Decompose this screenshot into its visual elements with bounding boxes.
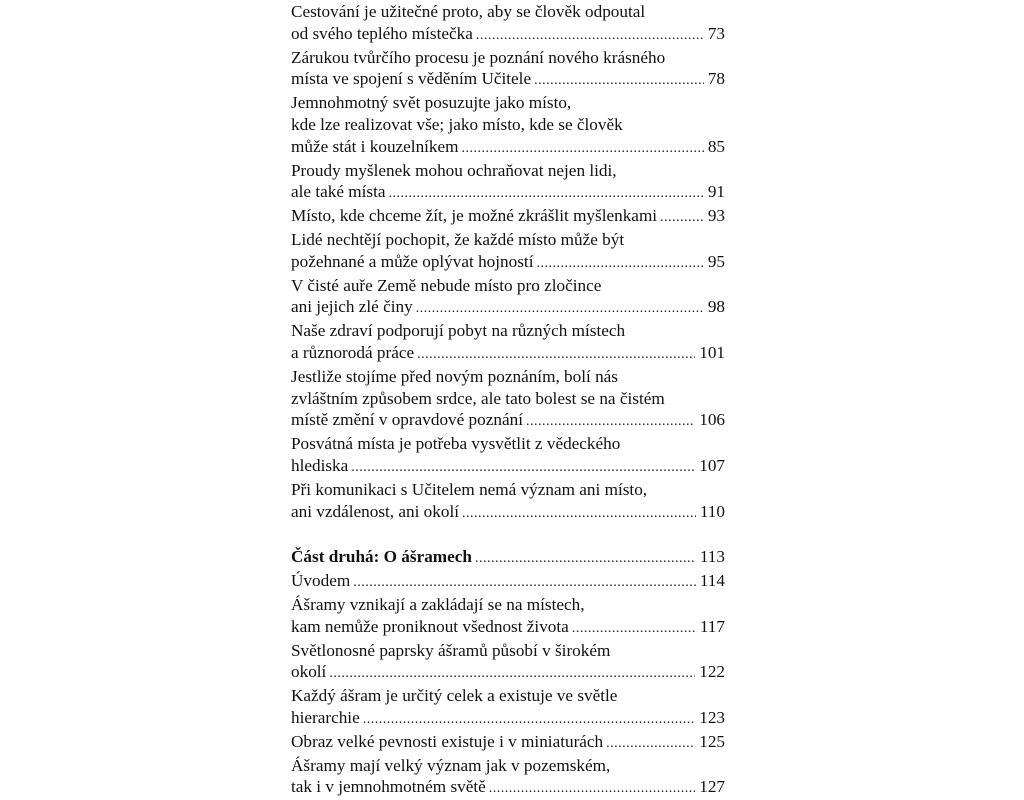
toc-entry-line: Ášramy vznikají a zakládají se na místech, <box>291 594 725 616</box>
toc-entry-line: Ášramy mají velký význam jak v pozemském, <box>291 755 725 777</box>
page-number: 101 <box>699 342 725 364</box>
page-number: 113 <box>700 546 725 568</box>
toc-entry <box>291 320 725 366</box>
dot-leader <box>462 503 696 525</box>
toc-entry-line: okolí <box>291 661 326 683</box>
toc-entry-line: Úvodem <box>291 570 350 592</box>
toc-entry-line: ani vzdálenost, ani okolí <box>291 501 459 523</box>
toc-entry-line: hierarchie <box>291 707 360 729</box>
toc-entry-line: tak i v jemnohmotném světě <box>291 776 486 798</box>
page-number: 117 <box>700 616 725 638</box>
toc-entry-line: Obraz velké pevnosti existuje i v miniaturách <box>291 731 603 753</box>
toc-entry <box>291 92 725 159</box>
page-number: 114 <box>700 570 725 592</box>
toc-entry <box>291 685 725 731</box>
toc-entry <box>291 275 725 321</box>
toc-entry <box>291 594 725 640</box>
dot-leader <box>389 183 704 205</box>
page-number: 123 <box>699 707 725 729</box>
dot-leader <box>606 733 695 755</box>
dot-leader <box>660 207 704 229</box>
dot-leader <box>353 572 696 594</box>
table-of-contents <box>291 1 725 800</box>
toc-entry-line: a různorodá práce <box>291 342 414 364</box>
toc-entry-line: Světlonosné paprsky ášramů působí v širokém <box>291 640 725 662</box>
toc-entry-line: místa ve spojení s věděním Učitele <box>291 68 531 90</box>
dot-leader <box>526 411 695 433</box>
toc-entry <box>291 570 725 594</box>
toc-entry-line: místě změní v opravdové poznání <box>291 409 523 431</box>
dot-leader <box>351 457 695 479</box>
toc-entry <box>291 479 725 525</box>
dot-leader <box>572 618 696 640</box>
page-number: 91 <box>708 181 725 203</box>
part-heading-title: Část druhá: O ášramech <box>291 546 472 568</box>
toc-entry-line: ale také místa <box>291 181 386 203</box>
toc-entry-line: může stát i kouzelníkem <box>291 136 459 158</box>
toc-entry-line: požehnané a může oplývat hojností <box>291 251 533 273</box>
dot-leader <box>475 548 696 570</box>
toc-entry-line: Cestování je užitečné proto, aby se člověk odpoutal <box>291 1 725 23</box>
page-number: 73 <box>708 23 725 45</box>
toc-entry <box>291 1 725 47</box>
page-number: 106 <box>699 409 725 431</box>
page-number: 110 <box>700 501 725 523</box>
toc-entry-line: Naše zdraví podporují pobyt na různých místech <box>291 320 725 342</box>
toc-entry-line: Zárukou tvůrčího procesu je poznání nového krásného <box>291 47 725 69</box>
toc-entry <box>291 433 725 479</box>
page-number: 125 <box>699 731 725 753</box>
toc-entry <box>291 229 725 275</box>
toc-entry-line: Posvátná místa je potřeba vysvětlit z vědeckého <box>291 433 725 455</box>
toc-entry <box>291 755 725 800</box>
toc-entry <box>291 731 725 755</box>
toc-entry <box>291 366 725 433</box>
page-number: 107 <box>699 455 725 477</box>
toc-entry-line: od svého teplého místečka <box>291 23 473 45</box>
toc-entry <box>291 640 725 686</box>
dot-leader <box>462 138 704 160</box>
dot-leader <box>536 253 703 275</box>
toc-entry <box>291 160 725 206</box>
page-number: 122 <box>699 661 725 683</box>
toc-entry-line: zvláštním způsobem srdce, ale tato bolest se na čistém <box>291 388 725 410</box>
dot-leader <box>489 778 695 800</box>
toc-entry-line: ani jejich zlé činy <box>291 296 413 318</box>
dot-leader <box>534 70 704 92</box>
toc-entry-line: Jestliže stojíme před novým poznáním, bolí nás <box>291 366 725 388</box>
section-gap <box>291 524 725 546</box>
page-number: 127 <box>699 776 725 798</box>
dot-leader <box>476 25 704 47</box>
toc-entry <box>291 47 725 93</box>
toc-entry-line: Proudy myšlenek mohou ochraňovat nejen lidi, <box>291 160 725 182</box>
toc-entry-line: kam nemůže proniknout všednost života <box>291 616 569 638</box>
dot-leader <box>363 709 696 731</box>
toc-entry-line: hlediska <box>291 455 348 477</box>
dot-leader <box>416 298 704 320</box>
page-number: 78 <box>708 68 725 90</box>
toc-entry-line: Jemnohmotný svět posuzujte jako místo, <box>291 92 725 114</box>
toc-entry <box>291 205 725 229</box>
dot-leader <box>329 663 695 685</box>
toc-entry-line: kde lze realizovat vše; jako místo, kde se člověk <box>291 114 725 136</box>
part-heading <box>291 546 725 570</box>
page-number: 85 <box>708 136 725 158</box>
toc-entry-line: Při komunikaci s Učitelem nemá význam ani místo, <box>291 479 725 501</box>
dot-leader <box>417 344 695 366</box>
page-number: 93 <box>708 205 725 227</box>
toc-entry-line: Lidé nechtějí pochopit, že každé místo může být <box>291 229 725 251</box>
toc-entry-line: Každý ášram je určitý celek a existuje ve světle <box>291 685 725 707</box>
toc-entry-line: Místo, kde chceme žít, je možné zkrášlit myšlenkami <box>291 205 657 227</box>
page-number: 95 <box>708 251 725 273</box>
page-number: 98 <box>708 296 725 318</box>
toc-entry-line: V čisté auře Země nebude místo pro zločince <box>291 275 725 297</box>
